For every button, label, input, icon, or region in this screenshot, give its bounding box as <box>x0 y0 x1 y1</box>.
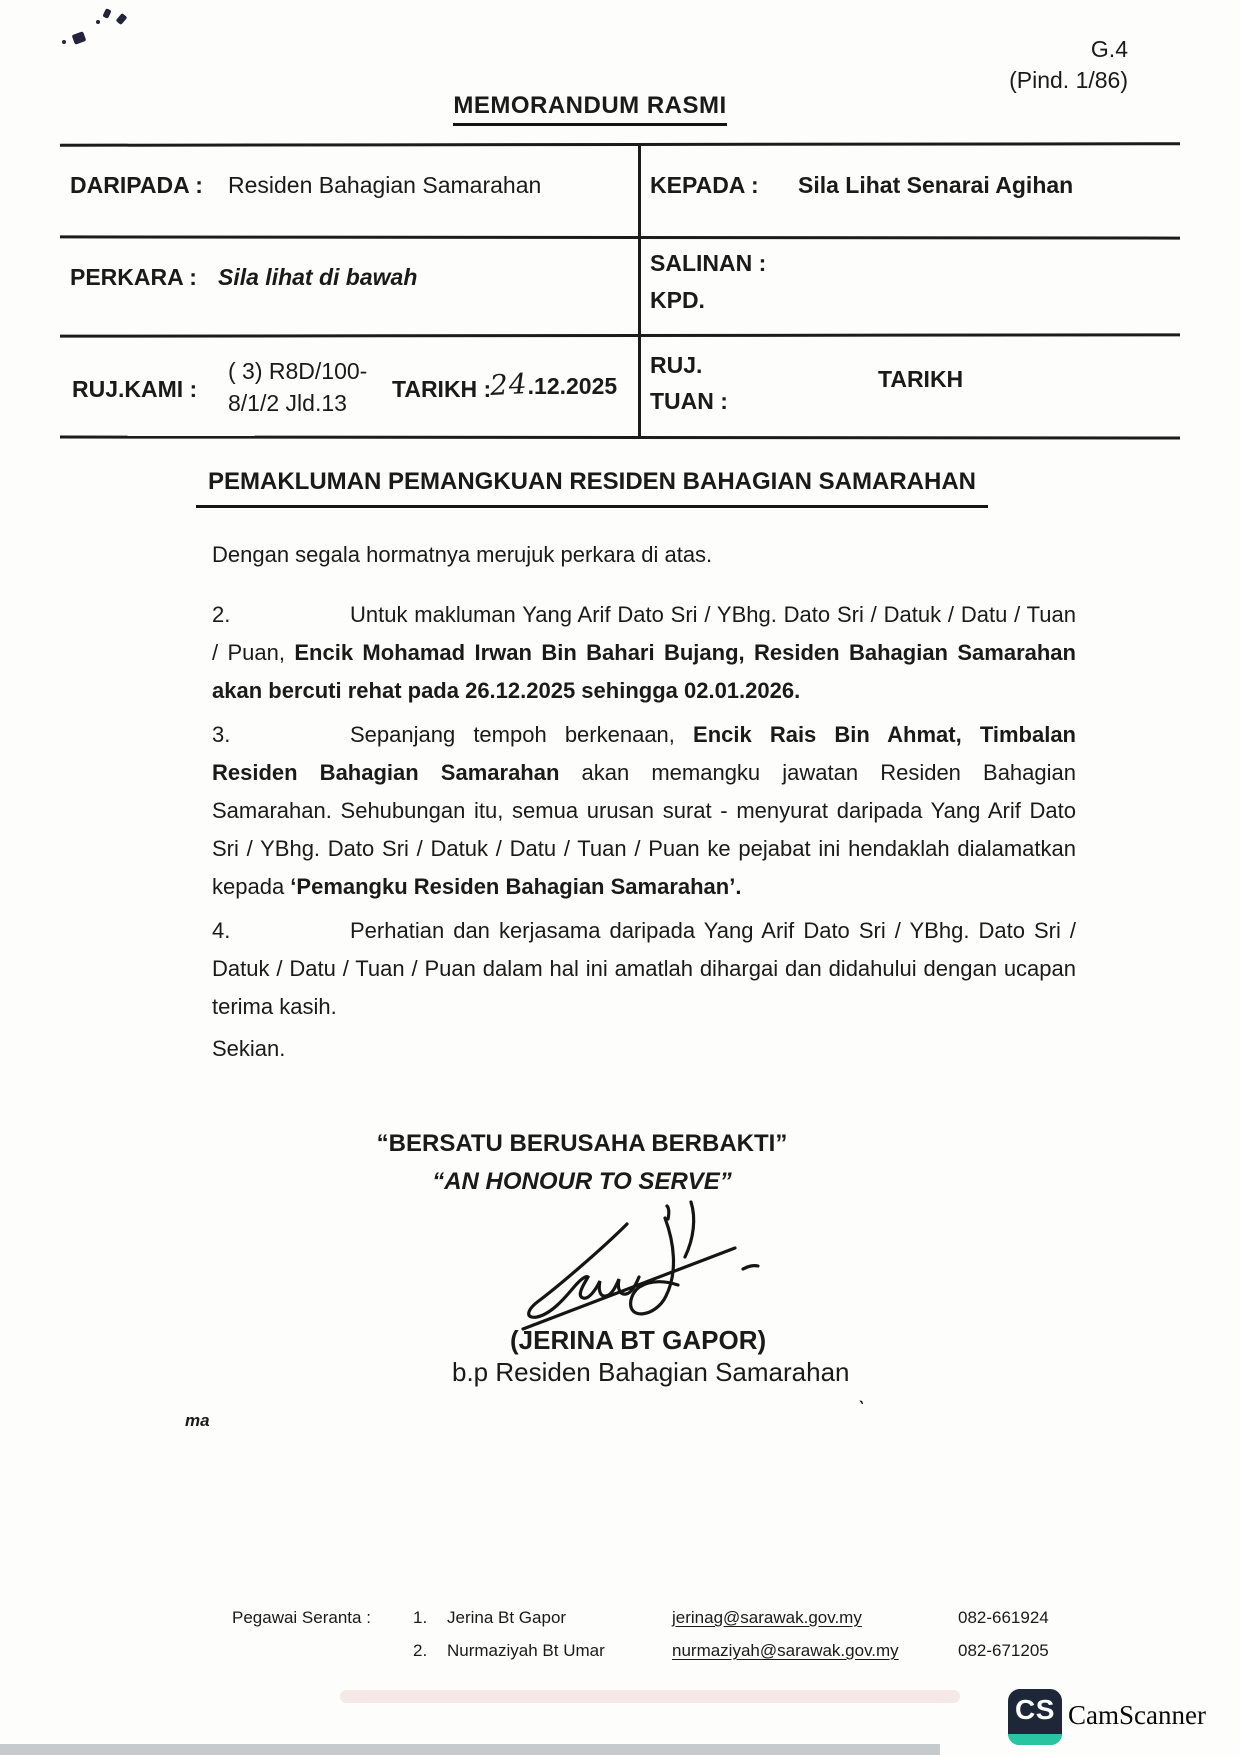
closing-word: Sekian. <box>212 1036 286 1061</box>
motto-line1: “BERSATU BERUSAHA BERBAKTI” <box>376 1130 788 1157</box>
ink-smudge <box>96 20 100 24</box>
paragraph-3-number: 3. <box>212 722 231 747</box>
camscanner-wordmark: CamScanner <box>1068 1700 1206 1730</box>
officer-1-no: 1. <box>413 1608 428 1627</box>
form-code: G.4 <box>1090 36 1128 62</box>
officer-1-email: jerinag@sarawak.gov.my <box>672 1608 862 1627</box>
ruj-tuan-line1: RUJ. <box>650 352 703 378</box>
camscanner-cs-glyph: CS <box>1015 1694 1055 1725</box>
paragraph-intro: Dengan segala hormatnya merujuk perkara di atas. <box>212 542 713 567</box>
paragraph-2: 2. Untuk makluman Yang Arif Dato Sri / YBhg. Dato Sri / Datuk / Datu / Tuan / Puan, Encik Mohamad Irwan Bin Bahari Bujang, Residen Bahagian Samarahan akan bercuti rehat pada 26.12.2025 sehingga 02.01.2026. <box>212 596 1076 710</box>
form-code-block <box>1009 34 1128 96</box>
ink-smudge <box>62 40 66 44</box>
ink-smudge <box>102 8 111 19</box>
officer-2-no: 2. <box>413 1641 428 1660</box>
table-border-bottom <box>60 436 1180 440</box>
motto-line2: “AN HONOUR TO SERVE” <box>432 1168 732 1195</box>
signatory-name: (JERINA BT GAPOR) <box>510 1325 767 1355</box>
daripada-value: Residen Bahagian Samarahan <box>228 172 542 198</box>
salinan-label: SALINAN : <box>650 250 767 276</box>
subject-title: PEMAKLUMAN PEMANGKUAN RESIDEN BAHAGIAN SAMARAHAN <box>196 468 988 508</box>
kepada-label: KEPADA : <box>650 172 759 198</box>
doc-title-wrap <box>0 92 1180 126</box>
margin-note: ma <box>185 1411 210 1430</box>
table-divider <box>638 144 641 438</box>
officer-2-name: Nurmaziyah Bt Umar <box>447 1641 605 1660</box>
tarikh-handwritten-day: 24 <box>489 367 529 402</box>
doc-title: MEMORANDUM RASMI <box>453 92 726 126</box>
signatory-behalf: b.p Residen Bahagian Samarahan <box>452 1357 850 1387</box>
perkara-label: PERKARA : <box>70 264 197 290</box>
camscanner-icon-accent <box>1008 1734 1062 1745</box>
tarikh-label: TARIKH : <box>392 376 492 402</box>
officer-1-phone: 082-661924 <box>958 1608 1049 1627</box>
camscanner-icon <box>1008 1689 1062 1745</box>
table-border-top <box>60 142 1180 147</box>
kepada-value: Sila Lihat Senarai Agihan <box>798 172 1074 198</box>
officer-1-name: Jerina Bt Gapor <box>447 1608 567 1627</box>
scan-edge-band <box>0 1744 940 1755</box>
table-border-row2 <box>60 333 1180 337</box>
ink-smudge <box>116 13 128 25</box>
ruj-tuan-line2: TUAN : <box>650 388 728 414</box>
ruj-kami-label: RUJ.KAMI : <box>72 376 198 402</box>
paragraph-4: 4. Perhatian dan kerjasama daripada Yang Arif Dato Sri / YBhg. Dato Sri / Datuk / Datu / Tuan / Puan dalam hal ini amatlah dihargai dan didahului dengan ucapan terima kasih. <box>212 912 1076 1026</box>
handwritten-signature <box>515 1196 763 1338</box>
form-revision: (Pind. 1/86) <box>1009 67 1128 93</box>
table-border-row1 <box>60 235 1180 239</box>
paragraph-3: 3. Sepanjang tempoh berkenaan, Encik Rais Bin Ahmat, Timbalan Residen Bahagian Samarahan akan memangku jawatan Residen Bahagian Samarahan. Sehubungan itu, semua urusan surat - menyurat daripada Yang Arif Dato Sri / YBhg. Dato Sri / Datuk / Datu / Tuan / Puan ke pejabat ini hendaklah dialamatkan kepada ‘Pemangku Residen Bahagian Samarahan’. <box>212 716 1076 906</box>
paragraph-4-number: 4. <box>212 918 231 943</box>
scan-smear <box>340 1690 960 1703</box>
ruj-kami-ref-line2: 8/1/2 Jld.13 <box>228 390 347 416</box>
footer-label: Pegawai Seranta : <box>232 1608 371 1627</box>
tarikh-value <box>490 368 617 401</box>
officer-2-email: nurmaziyah@sarawak.gov.my <box>672 1641 899 1660</box>
perkara-value: Sila lihat di bawah <box>218 264 418 290</box>
officer-2-phone: 082-671205 <box>958 1641 1049 1660</box>
tarikh-right-label: TARIKH <box>878 366 964 392</box>
paragraph-2-number: 2. <box>212 602 231 627</box>
daripada-label: DARIPADA : <box>70 172 203 198</box>
salinan-kpd: KPD. <box>650 287 705 313</box>
ink-smudge <box>72 31 87 45</box>
ruj-kami-ref-line1: ( 3) R8D/100- <box>228 358 368 384</box>
ink-tick: ˋ <box>853 1397 866 1421</box>
tarikh-typed: .12.2025 <box>527 373 618 399</box>
